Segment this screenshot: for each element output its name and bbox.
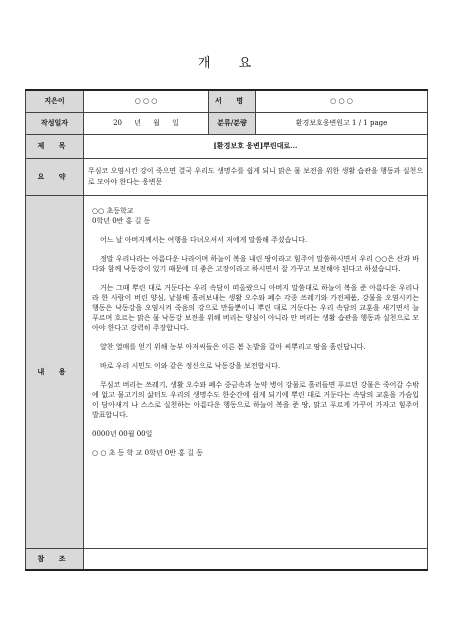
summary-value: 무심코 오염시킨 강이 죽으면 결국 우리도 생명수를 쉽게 되니 맑은 물 보전을 위한 생활 습관을 행동과 실천으로 모아야 한다는 웅변문 xyxy=(84,158,428,195)
content-paragraph: 정말 우리나라는 아름다운 나라이며 하늘이 복을 내린 땅이라고 힘주어 말씀하시면서 우리 ○○은 산과 바다와 함께 낙동강이 있기 때문에 더 좋은 고장이라고 하시면서 잘 가꾸고 보전해야 된다고 하셨습니다. xyxy=(92,254,419,273)
summary-form-table xyxy=(25,89,428,571)
date-row xyxy=(26,112,428,134)
summary-row xyxy=(26,158,428,195)
date-label: 작성일자 xyxy=(26,112,84,134)
document-title: 개 요 xyxy=(197,56,253,71)
content-paragraph: 어느 날 아버지께서는 여행을 다녀오셔서 저에게 말씀해 주셨습니다. xyxy=(100,235,308,244)
content-paragraph: 무심코 버리는 쓰레기, 생활 오수와 폐수 중금속과 농약 병이 강물로 흘러들면 푸르던 강물은 죽어갈 수밖에 없고 물고기의 삶터도 우리의 생명수도 한순간에 쉽게 되기에 뿌린 대로 거둔다는 속담의 교훈을 가슴입이 담아새겨 나 스스로 실천하는 아름다운 행동으로 하늘이 복을 준 땅, 맑고 푸르게 가꾸어 가자고 힘주어 발표합니다. xyxy=(92,380,419,419)
reference-label: 참 조 xyxy=(26,548,84,570)
reference-value xyxy=(84,548,428,570)
content-date-line: 0000년 00월 00일 xyxy=(92,429,153,438)
subject-value: [환경보호 웅변]뿌린대로... xyxy=(84,134,428,158)
subject-label: 제 목 xyxy=(26,134,84,158)
author-row xyxy=(26,90,428,112)
content-paragraph: 거는 그때 뿌린 대로 거둔다는 우리 속담이 떠올랐으니 아버지 말씀대로 하늘이 복을 준 아름다운 우리나라 한 사람이 버린 양심, 낱불배 흘려보내는 생활 오수와 폐수 각종 쓰레기와 가전제품, 강물을 오염시키는 행동은 낙동강을 오염시켜 죽음의 강으로 만들뿐이니 뿌린 대로 거둔다는 우리 속담의 교훈을 새기면서 늘 푸르며 흐르는 맑은 물 낙동강 보전을 위해 버리는 양심이 아니라 안 버리는 생활 습관을 행동과 실천으로 모아야 한다고 강력히 주장합니다. xyxy=(92,283,419,332)
author-value: ○ ○ ○ xyxy=(84,90,209,112)
category-value: 환경보호웅변원고 1 / 1 page xyxy=(256,112,428,134)
category-label: 분류/분량 xyxy=(209,112,256,134)
content-speaker: 0학년 0반 홍 길 동 xyxy=(92,216,151,225)
content-school: ○○ 초등학교 xyxy=(92,206,134,215)
content-paragraph: 바로 우리 시민도 이와 같은 정신으로 낙동강을 보전합시다. xyxy=(100,361,281,370)
author-label: 지은이 xyxy=(26,90,84,112)
reference-row xyxy=(26,548,428,570)
date-value: 20 년 월 일 xyxy=(84,112,209,134)
writer-label: 서 명 xyxy=(209,90,256,112)
content-signature: ○ ○ 초 등 학 교 0학년 0반 홍 길 동 xyxy=(92,448,203,457)
content-paragraph: 얄찬 열매를 얻기 위해 농부 아저씨들은 이른 봄 논밭을 갈아 씨뿌리고 땀을 흘린답니다. xyxy=(100,342,366,351)
summary-label: 요 약 xyxy=(26,158,84,195)
content-body xyxy=(84,195,428,548)
content-row xyxy=(26,195,428,548)
writer-value: ○ ○ ○ xyxy=(256,90,428,112)
subject-row xyxy=(26,134,428,158)
content-label: 내 용 xyxy=(26,195,84,548)
